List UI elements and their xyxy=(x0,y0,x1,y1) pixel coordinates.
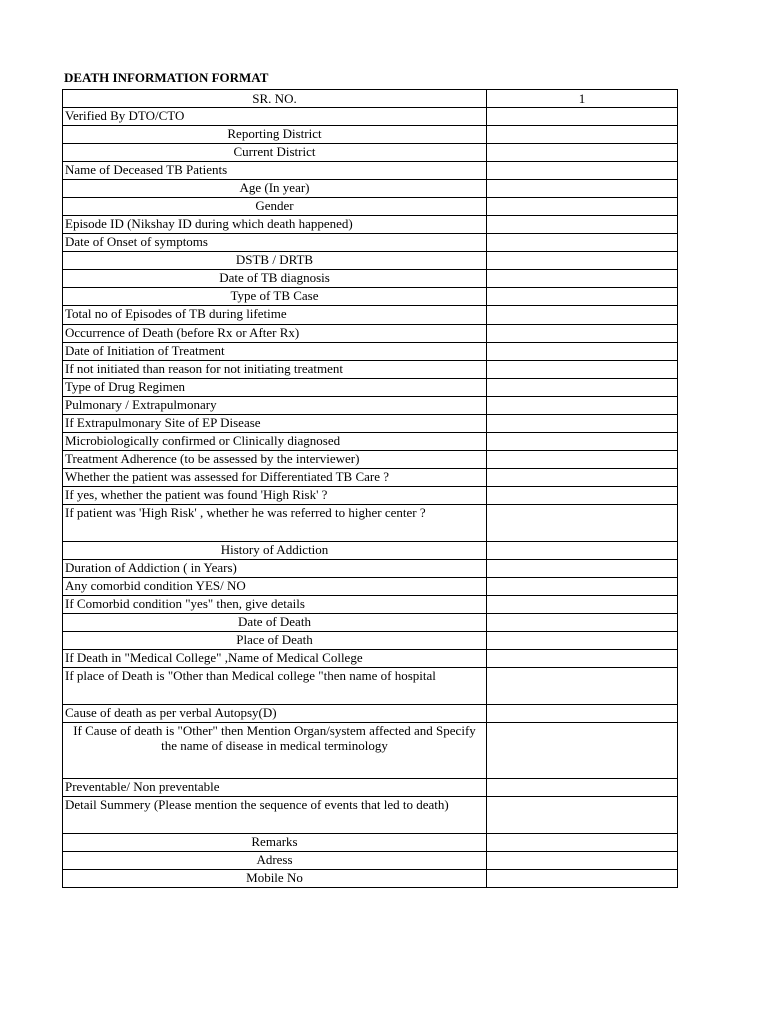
field-value-cell[interactable] xyxy=(487,723,678,779)
field-value-cell[interactable] xyxy=(487,614,678,632)
table-row xyxy=(63,252,678,270)
field-value-cell[interactable] xyxy=(487,852,678,870)
table-row xyxy=(63,379,678,397)
field-label: Date of Initiation of Treatment xyxy=(63,343,487,361)
field-label: History of Addiction xyxy=(63,542,487,560)
table-row xyxy=(63,870,678,888)
field-value-cell[interactable] xyxy=(487,126,678,144)
field-value-cell[interactable] xyxy=(487,451,678,469)
field-value-cell[interactable] xyxy=(487,234,678,252)
table-row xyxy=(63,216,678,234)
table-row xyxy=(63,415,678,433)
field-value-cell[interactable] xyxy=(487,270,678,288)
field-value-cell[interactable] xyxy=(487,433,678,451)
table-row xyxy=(63,198,678,216)
table-row xyxy=(63,270,678,288)
field-label: If place of Death is "Other than Medical college "then name of hospital xyxy=(63,668,487,705)
table-row xyxy=(63,288,678,306)
field-label: Microbiologically confirmed or Clinically diagnosed xyxy=(63,433,487,451)
field-value-cell[interactable] xyxy=(487,397,678,415)
table-row xyxy=(63,397,678,415)
field-label: If yes, whether the patient was found 'High Risk' ? xyxy=(63,487,487,505)
field-label: Age (In year) xyxy=(63,180,487,198)
field-label: Remarks xyxy=(63,834,487,852)
field-label: Reporting District xyxy=(63,126,487,144)
field-value-cell[interactable] xyxy=(487,650,678,668)
field-value-cell[interactable] xyxy=(487,252,678,270)
field-label: Adress xyxy=(63,852,487,870)
table-row xyxy=(63,126,678,144)
field-label: If patient was 'High Risk' , whether he was referred to higher center ? xyxy=(63,505,487,542)
field-label: Any comorbid condition YES/ NO xyxy=(63,578,487,596)
table-row xyxy=(63,433,678,451)
table-row xyxy=(63,487,678,505)
field-value-cell[interactable] xyxy=(487,505,678,542)
field-value-cell[interactable] xyxy=(487,415,678,433)
field-value-cell[interactable] xyxy=(487,144,678,162)
field-label: If Death in "Medical College" ,Name of Medical College xyxy=(63,650,487,668)
table-row xyxy=(63,542,678,560)
table-row xyxy=(63,668,678,705)
header-sr-no-value: 1 xyxy=(487,90,678,108)
table-row xyxy=(63,162,678,180)
field-label: Pulmonary / Extrapulmonary xyxy=(63,397,487,415)
field-value-cell[interactable] xyxy=(487,361,678,379)
table-row xyxy=(63,852,678,870)
table-row xyxy=(63,343,678,361)
field-value-cell[interactable] xyxy=(487,834,678,852)
field-label: Detail Summery (Please mention the sequence of events that led to death) xyxy=(63,797,487,834)
field-value-cell[interactable] xyxy=(487,379,678,397)
table-row xyxy=(63,325,678,343)
field-label: Total no of Episodes of TB during lifetime xyxy=(63,306,487,325)
table-row xyxy=(63,632,678,650)
table-row xyxy=(63,108,678,126)
field-label: Current District xyxy=(63,144,487,162)
field-label: Mobile No xyxy=(63,870,487,888)
table-row xyxy=(63,144,678,162)
field-value-cell[interactable] xyxy=(487,180,678,198)
field-value-cell[interactable] xyxy=(487,343,678,361)
field-label: If not initiated than reason for not initiating treatment xyxy=(63,361,487,379)
field-label: Cause of death as per verbal Autopsy(D) xyxy=(63,705,487,723)
table-row xyxy=(63,451,678,469)
table-row xyxy=(63,234,678,252)
table-row xyxy=(63,779,678,797)
field-value-cell[interactable] xyxy=(487,578,678,596)
header-sr-no-label: SR. NO. xyxy=(63,90,487,108)
table-row xyxy=(63,705,678,723)
field-label: Treatment Adherence (to be assessed by the interviewer) xyxy=(63,451,487,469)
field-label: If Comorbid condition "yes" then, give details xyxy=(63,596,487,614)
field-value-cell[interactable] xyxy=(487,542,678,560)
field-label: Occurrence of Death (before Rx or After Rx) xyxy=(63,325,487,343)
table-row xyxy=(63,180,678,198)
field-value-cell[interactable] xyxy=(487,469,678,487)
table-row xyxy=(63,578,678,596)
table-row xyxy=(63,306,678,325)
death-information-table xyxy=(62,89,678,888)
table-row xyxy=(63,834,678,852)
field-value-cell[interactable] xyxy=(487,705,678,723)
document-title: DEATH INFORMATION FORMAT xyxy=(64,70,269,85)
table-header-row xyxy=(63,90,678,108)
field-value-cell[interactable] xyxy=(487,198,678,216)
field-label: Episode ID (Nikshay ID during which death happened) xyxy=(63,216,487,234)
field-label: Type of TB Case xyxy=(63,288,487,306)
table-row xyxy=(63,650,678,668)
field-label: Gender xyxy=(63,198,487,216)
field-label: Date of TB diagnosis xyxy=(63,270,487,288)
field-value-cell[interactable] xyxy=(487,596,678,614)
field-value-cell[interactable] xyxy=(487,288,678,306)
table-row xyxy=(63,505,678,542)
field-label: If Cause of death is "Other" then Mention Organ/system affected and Specify the name of disease in medical terminology xyxy=(63,723,487,779)
table-row xyxy=(63,723,678,779)
table-row xyxy=(63,560,678,578)
field-value-cell[interactable] xyxy=(487,162,678,180)
field-label: Place of Death xyxy=(63,632,487,650)
field-label: Duration of Addiction ( in Years) xyxy=(63,560,487,578)
field-value-cell[interactable] xyxy=(487,779,678,797)
field-label: Date of Death xyxy=(63,614,487,632)
field-label: If Extrapulmonary Site of EP Disease xyxy=(63,415,487,433)
table-row xyxy=(63,596,678,614)
field-label: Verified By DTO/CTO xyxy=(63,108,487,126)
field-label: Type of Drug Regimen xyxy=(63,379,487,397)
field-value-cell[interactable] xyxy=(487,632,678,650)
field-value-cell[interactable] xyxy=(487,306,678,325)
field-label: Name of Deceased TB Patients xyxy=(63,162,487,180)
field-value-cell[interactable] xyxy=(487,668,678,705)
field-value-cell[interactable] xyxy=(487,560,678,578)
field-value-cell[interactable] xyxy=(487,216,678,234)
field-label: Whether the patient was assessed for Differentiated TB Care ? xyxy=(63,469,487,487)
field-value-cell[interactable] xyxy=(487,325,678,343)
field-value-cell[interactable] xyxy=(487,870,678,888)
field-label: Preventable/ Non preventable xyxy=(63,779,487,797)
table-row xyxy=(63,361,678,379)
field-label: DSTB / DRTB xyxy=(63,252,487,270)
table-row xyxy=(63,469,678,487)
field-value-cell[interactable] xyxy=(487,797,678,834)
field-value-cell[interactable] xyxy=(487,487,678,505)
field-value-cell[interactable] xyxy=(487,108,678,126)
table-row xyxy=(63,797,678,834)
table-row xyxy=(63,614,678,632)
field-label: Date of Onset of symptoms xyxy=(63,234,487,252)
